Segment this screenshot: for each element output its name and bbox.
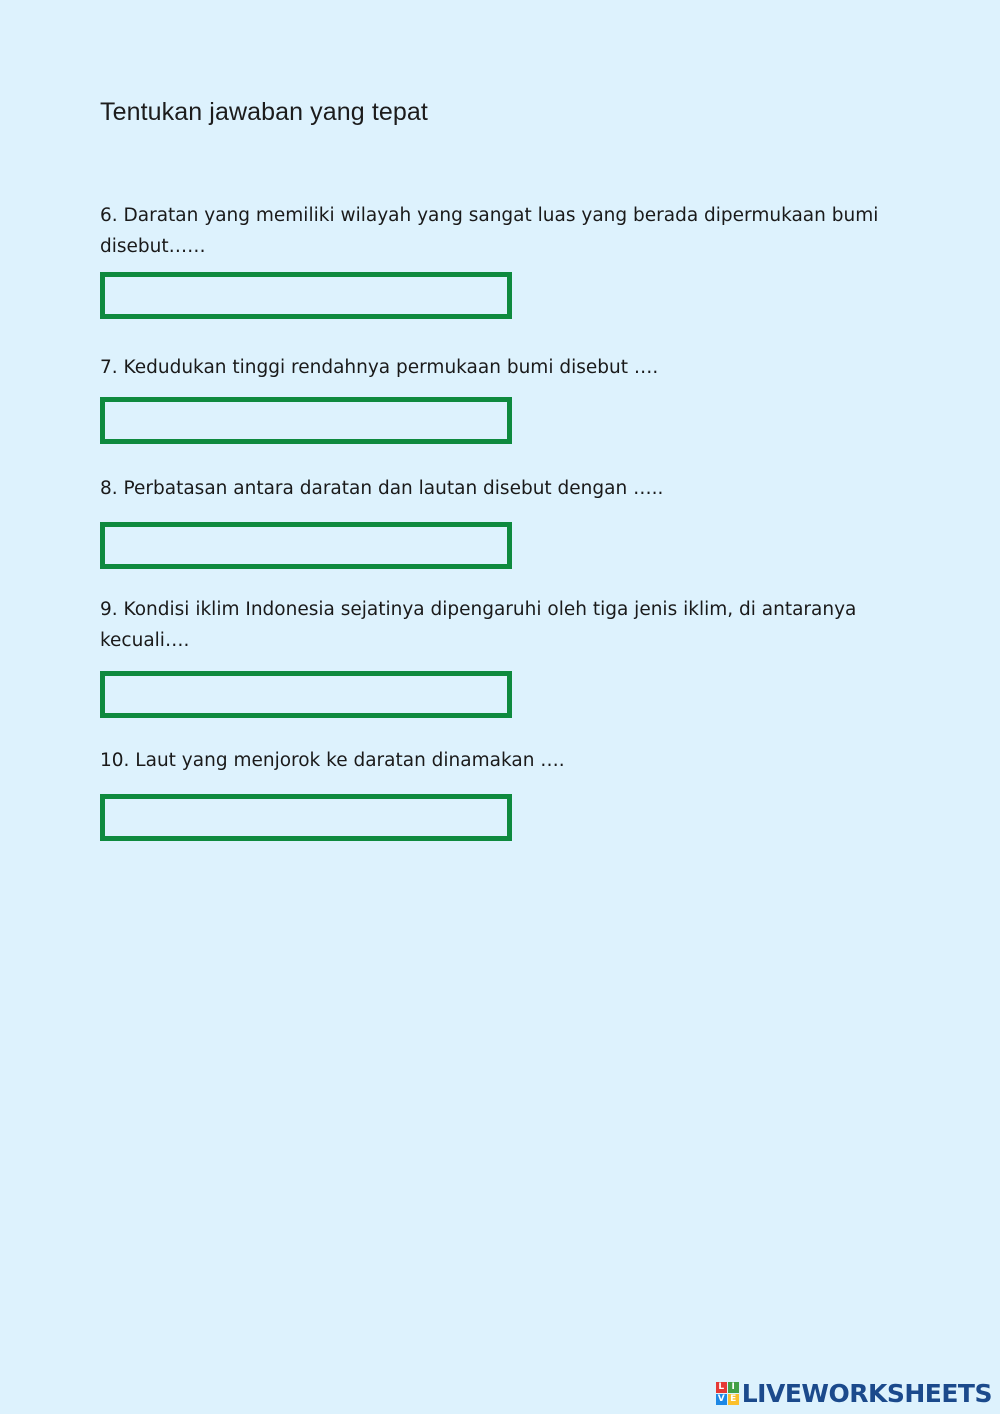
logo-mark-letter-i: I [728, 1382, 739, 1393]
question-9-text: 9. Kondisi iklim Indonesia sejatinya dipengaruhi oleh tiga jenis iklim, di antaranya kecuali…. [100, 599, 857, 651]
page-title: Tentukan jawaban yang tepat [100, 98, 428, 126]
answer-input-6[interactable] [100, 272, 512, 319]
logo-mark-letter-l: L [716, 1382, 727, 1393]
answer-input-7[interactable] [100, 397, 512, 444]
liveworksheets-logo-icon [716, 1382, 739, 1405]
logo-text: LIVEWORKSHEETS [741, 1379, 992, 1408]
question-10-text: 10. Laut yang menjorok ke daratan dinamakan …. [100, 750, 565, 771]
question-8-text: 8. Perbatasan antara daratan dan lautan disebut dengan ….. [100, 478, 664, 499]
logo-mark-letter-e: E [728, 1394, 739, 1405]
answer-input-10[interactable] [100, 794, 512, 841]
logo-mark-letter-v: V [716, 1394, 727, 1405]
answer-input-9[interactable] [100, 671, 512, 718]
liveworksheets-logo [716, 1379, 992, 1408]
question-7-text: 7. Kedudukan tinggi rendahnya permukaan bumi disebut …. [100, 357, 659, 378]
question-6-text: 6. Daratan yang memiliki wilayah yang sangat luas yang berada dipermukaan bumi disebut…… [100, 205, 879, 257]
answer-input-8[interactable] [100, 522, 512, 569]
